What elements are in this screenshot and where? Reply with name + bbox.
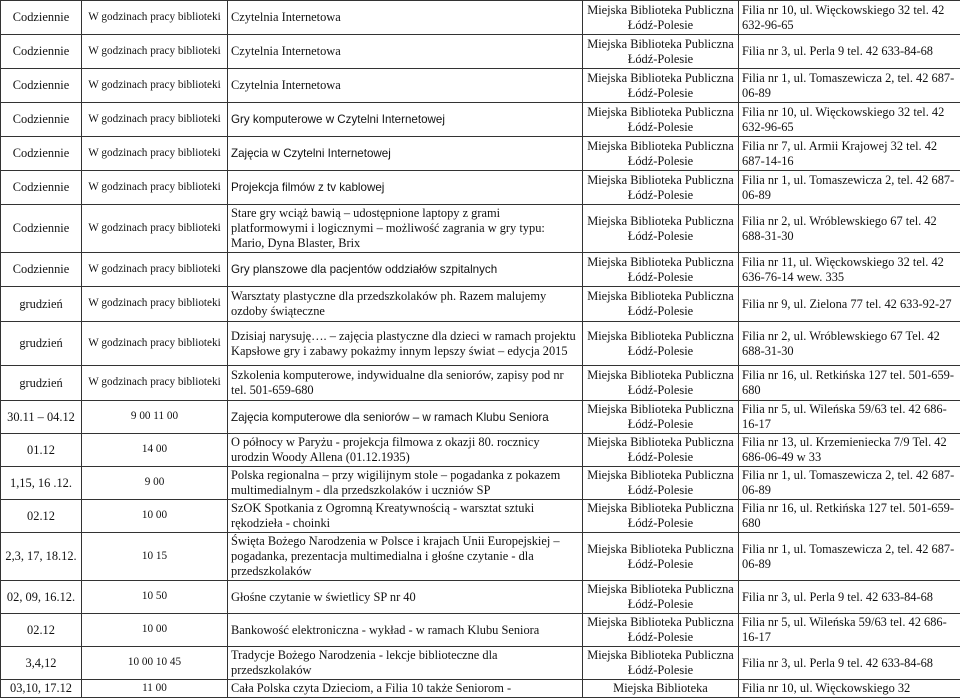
event-description: Stare gry wciąż bawią – udostępnione laptopy z grami platformowymi i logicznymi – możliwość zagrania w gry typu: Mario, Dyna Blaster, Brix — [228, 205, 583, 253]
event-description: Gry komputerowe w Czytelni Internetowej — [228, 103, 583, 137]
event-hours: 10 00 — [82, 614, 228, 647]
event-date: grudzień — [1, 366, 82, 401]
event-hours: 11 00 — [82, 680, 228, 698]
table-row — [1, 581, 960, 614]
location: Filia nr 1, ul. Tomaszewicza 2, tel. 42 687-06-89 — [739, 171, 960, 205]
location: Filia nr 13, ul. Krzemieniecka 7/9 Tel. 42 686-06-49 w 33 — [739, 434, 960, 467]
table-row — [1, 171, 960, 205]
organizer: Miejska Biblioteka Publiczna Łódź-Polesie — [583, 434, 739, 467]
table-row — [1, 366, 960, 401]
event-date: 3,4,12 — [1, 647, 82, 680]
event-description: Cała Polska czyta Dzieciom, a Filia 10 także Seniorom - — [228, 680, 583, 698]
event-hours: W godzinach pracy biblioteki — [82, 366, 228, 401]
event-description: Warsztaty plastyczne dla przedszkolaków ph. Razem malujemy ozdoby świąteczne — [228, 287, 583, 322]
location: Filia nr 5, ul. Wileńska 59/63 tel. 42 686-16-17 — [739, 614, 960, 647]
organizer: Miejska Biblioteka Publiczna Łódź-Polesie — [583, 171, 739, 205]
event-hours: W godzinach pracy biblioteki — [82, 69, 228, 103]
event-description: Czytelnia Internetowa — [228, 35, 583, 69]
location: Filia nr 3, ul. Perla 9 tel. 42 633-84-68 — [739, 647, 960, 680]
organizer: Miejska Biblioteka Publiczna Łódź-Polesie — [583, 614, 739, 647]
event-date: 02.12 — [1, 614, 82, 647]
table-row — [1, 401, 960, 434]
location: Filia nr 10, ul. Więckowskiego 32 tel. 42 632-96-65 — [739, 1, 960, 35]
location: Filia nr 1, ul. Tomaszewicza 2, tel. 42 687-06-89 — [739, 533, 960, 581]
event-date: Codziennie — [1, 171, 82, 205]
event-date: 01.12 — [1, 434, 82, 467]
event-description: Zajęcia w Czytelni Internetowej — [228, 137, 583, 171]
organizer: Miejska Biblioteka Publiczna Łódź-Polesie — [583, 35, 739, 69]
event-hours: 9 00 — [82, 467, 228, 500]
event-date: 02.12 — [1, 500, 82, 533]
organizer: Miejska Biblioteka — [583, 680, 739, 698]
events-table-body — [1, 1, 960, 698]
event-date: Codziennie — [1, 1, 82, 35]
table-row — [1, 69, 960, 103]
event-description: Tradycje Bożego Narodzenia - lekcje biblioteczne dla przedszkolaków — [228, 647, 583, 680]
event-date: Codziennie — [1, 253, 82, 287]
event-date: Codziennie — [1, 205, 82, 253]
location: Filia nr 5, ul. Wileńska 59/63 tel. 42 686-16-17 — [739, 401, 960, 434]
organizer: Miejska Biblioteka Publiczna Łódź-Polesie — [583, 467, 739, 500]
event-hours: W godzinach pracy biblioteki — [82, 287, 228, 322]
event-date: 03,10, 17.12 — [1, 680, 82, 698]
event-hours: 10 00 10 45 — [82, 647, 228, 680]
table-row — [1, 614, 960, 647]
event-description: Zajęcia komputerowe dla seniorów – w ramach Klubu Seniora — [228, 401, 583, 434]
event-hours: W godzinach pracy biblioteki — [82, 1, 228, 35]
table-row — [1, 287, 960, 322]
location: Filia nr 16, ul. Retkińska 127 tel. 501-659-680 — [739, 500, 960, 533]
event-hours: 10 50 — [82, 581, 228, 614]
organizer: Miejska Biblioteka Publiczna Łódź-Polesie — [583, 322, 739, 366]
table-row — [1, 647, 960, 680]
event-hours: 14 00 — [82, 434, 228, 467]
table-row — [1, 1, 960, 35]
organizer: Miejska Biblioteka Publiczna Łódź-Polesie — [583, 581, 739, 614]
location: Filia nr 9, ul. Zielona 77 tel. 42 633-92-27 — [739, 287, 960, 322]
event-date: Codziennie — [1, 137, 82, 171]
organizer: Miejska Biblioteka Publiczna Łódź-Polesie — [583, 500, 739, 533]
event-description: Święta Bożego Narodzenia w Polsce i krajach Unii Europejskiej – pogadanka, prezentacja multimedialna i głośne czytanie - dla przedszkolaków — [228, 533, 583, 581]
event-description: Czytelnia Internetowa — [228, 1, 583, 35]
event-hours: W godzinach pracy biblioteki — [82, 137, 228, 171]
event-date: Codziennie — [1, 69, 82, 103]
table-row — [1, 434, 960, 467]
event-hours: W godzinach pracy biblioteki — [82, 253, 228, 287]
organizer: Miejska Biblioteka Publiczna Łódź-Polesie — [583, 647, 739, 680]
event-date: 02, 09, 16.12. — [1, 581, 82, 614]
table-row — [1, 322, 960, 366]
event-date: 30.11 – 04.12 — [1, 401, 82, 434]
table-row — [1, 253, 960, 287]
table-row — [1, 467, 960, 500]
organizer: Miejska Biblioteka Publiczna Łódź-Polesie — [583, 253, 739, 287]
event-date: Codziennie — [1, 35, 82, 69]
event-hours: 10 15 — [82, 533, 228, 581]
table-row — [1, 35, 960, 69]
location: Filia nr 1, ul. Tomaszewicza 2, tel. 42 687-06-89 — [739, 69, 960, 103]
location: Filia nr 7, ul. Armii Krajowej 32 tel. 42 687-14-16 — [739, 137, 960, 171]
location: Filia nr 3, ul. Perla 9 tel. 42 633-84-68 — [739, 35, 960, 69]
organizer: Miejska Biblioteka Publiczna Łódź-Polesie — [583, 137, 739, 171]
organizer: Miejska Biblioteka Publiczna Łódź-Polesie — [583, 205, 739, 253]
organizer: Miejska Biblioteka Publiczna Łódź-Polesie — [583, 533, 739, 581]
event-description: Czytelnia Internetowa — [228, 69, 583, 103]
event-date: grudzień — [1, 287, 82, 322]
organizer: Miejska Biblioteka Publiczna Łódź-Polesie — [583, 366, 739, 401]
event-hours: W godzinach pracy biblioteki — [82, 35, 228, 69]
table-row — [1, 103, 960, 137]
event-date: 1,15, 16 .12. — [1, 467, 82, 500]
table-row — [1, 205, 960, 253]
location: Filia nr 16, ul. Retkińska 127 tel. 501-659-680 — [739, 366, 960, 401]
event-description: Gry planszowe dla pacjentów oddziałów szpitalnych — [228, 253, 583, 287]
organizer: Miejska Biblioteka Publiczna Łódź-Polesie — [583, 401, 739, 434]
organizer: Miejska Biblioteka Publiczna Łódź-Polesie — [583, 69, 739, 103]
location: Filia nr 1, ul. Tomaszewicza 2, tel. 42 687-06-89 — [739, 467, 960, 500]
location: Filia nr 2, ul. Wróblewskiego 67 Tel. 42 688-31-30 — [739, 322, 960, 366]
event-hours: W godzinach pracy biblioteki — [82, 171, 228, 205]
event-description: SzOK Spotkania z Ogromną Kreatywnością - warsztat sztuki rękodzieła - choinki — [228, 500, 583, 533]
location: Filia nr 10, ul. Więckowskiego 32 tel. 42 632-96-65 — [739, 103, 960, 137]
location: Filia nr 2, ul. Wróblewskiego 67 tel. 42 688-31-30 — [739, 205, 960, 253]
table-row — [1, 680, 960, 698]
event-description: Dzisiaj narysuję…. – zajęcia plastyczne dla dzieci w ramach projektu Kapsłowe gry i zabawy pokażmy innym lepszy świat – edycja 2015 — [228, 322, 583, 366]
event-hours: 10 00 — [82, 500, 228, 533]
event-date: Codziennie — [1, 103, 82, 137]
event-hours: W godzinach pracy biblioteki — [82, 322, 228, 366]
event-description: Projekcja filmów z tv kablowej — [228, 171, 583, 205]
event-date: grudzień — [1, 322, 82, 366]
event-hours: W godzinach pracy biblioteki — [82, 103, 228, 137]
event-description: Polska regionalna – przy wigilijnym stole – pogadanka z pokazem multimedialnym - dla przedszkolaków i uczniów SP — [228, 467, 583, 500]
location: Filia nr 11, ul. Więckowskiego 32 tel. 42 636-76-14 wew. 335 — [739, 253, 960, 287]
event-description: Szkolenia komputerowe, indywidualne dla seniorów, zapisy pod nr tel. 501-659-680 — [228, 366, 583, 401]
table-row — [1, 137, 960, 171]
organizer: Miejska Biblioteka Publiczna Łódź-Polesie — [583, 287, 739, 322]
event-hours: W godzinach pracy biblioteki — [82, 205, 228, 253]
event-date: 2,3, 17, 18.12. — [1, 533, 82, 581]
table-row — [1, 500, 960, 533]
organizer: Miejska Biblioteka Publiczna Łódź-Polesie — [583, 103, 739, 137]
table-row — [1, 533, 960, 581]
location: Filia nr 10, ul. Więckowskiego 32 — [739, 680, 960, 698]
event-description: Bankowość elektroniczna - wykład - w ramach Klubu Seniora — [228, 614, 583, 647]
location: Filia nr 3, ul. Perla 9 tel. 42 633-84-68 — [739, 581, 960, 614]
event-description: O północy w Paryżu - projekcja filmowa z okazji 80. rocznicy urodzin Woody Allena (01.12.1935) — [228, 434, 583, 467]
event-hours: 9 00 11 00 — [82, 401, 228, 434]
organizer: Miejska Biblioteka Publiczna Łódź-Polesie — [583, 1, 739, 35]
event-description: Głośne czytanie w świetlicy SP nr 40 — [228, 581, 583, 614]
